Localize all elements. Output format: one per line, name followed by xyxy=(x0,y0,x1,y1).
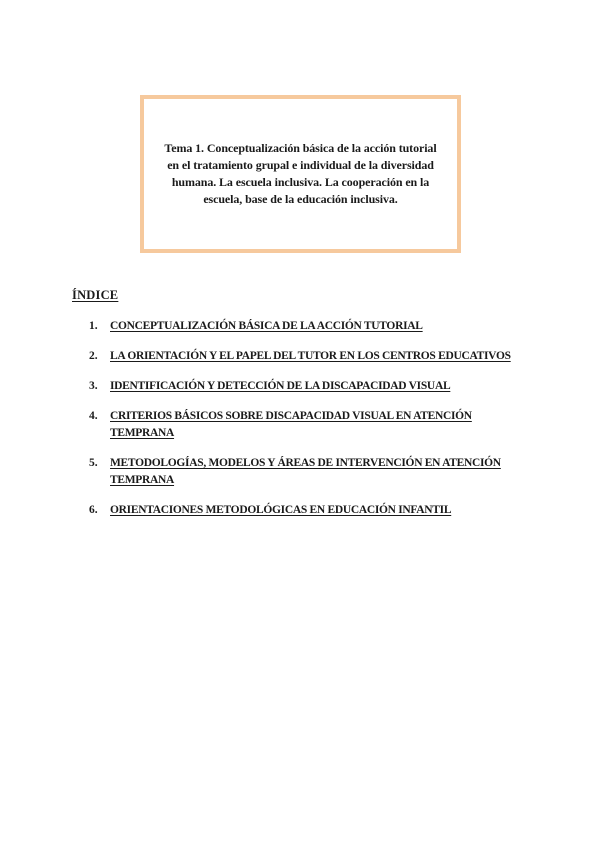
index-heading: ÍNDICE xyxy=(72,288,119,302)
index-item-label xyxy=(110,348,511,365)
index-item-number: 2. xyxy=(89,350,98,362)
index-item-label xyxy=(110,455,501,489)
index-item-line: ORIENTACIONES METODOLÓGICAS EN EDUCACIÓN INFANTIL xyxy=(110,504,452,516)
index-item xyxy=(89,408,542,442)
index-item-line: LA ORIENTACIÓN Y EL PAPEL DEL TUTOR EN LOS CENTROS EDUCATIVOS xyxy=(110,350,511,362)
index-item-line: IDENTIFICACIÓN Y DETECCIÓN DE LA DISCAPACIDAD VISUAL xyxy=(110,380,451,392)
index-item-line: METODOLOGÍAS, MODELOS Y ÁREAS DE INTERVENCIÓN EN ATENCIÓN xyxy=(110,457,501,469)
index-item-line: CONCEPTUALIZACIÓN BÁSICA DE LA ACCIÓN TUTORIAL xyxy=(110,320,423,332)
index-item-number: 4. xyxy=(89,410,98,422)
index-item-number: 6. xyxy=(89,504,98,516)
index-item-label xyxy=(110,502,451,519)
index-item-line: TEMPRANA xyxy=(110,427,175,439)
index-item-number: 5. xyxy=(89,457,98,469)
index-item-label xyxy=(110,408,472,442)
document-title: Tema 1. Conceptualización básica de la acción tutorial en el tratamiento grupal e individual de la diversidad humana. La escuela inclusiva. La cooperación en la escuela, base de la educación inclusiva. xyxy=(164,141,437,206)
index-item xyxy=(89,455,542,489)
index-item-line: CRITERIOS BÁSICOS SOBRE DISCAPACIDAD VISUAL EN ATENCIÓN xyxy=(110,410,472,422)
index-item-label xyxy=(110,378,450,395)
index-item xyxy=(89,378,542,395)
index-item-number: 1. xyxy=(89,320,98,332)
index-item xyxy=(89,318,542,335)
index-section xyxy=(72,288,542,532)
index-item xyxy=(89,348,542,365)
index-item-line: TEMPRANA xyxy=(110,474,175,486)
index-item xyxy=(89,502,542,519)
index-list xyxy=(72,318,542,519)
index-item-label xyxy=(110,318,423,335)
index-item-number: 3. xyxy=(89,380,98,392)
title-box xyxy=(140,95,461,253)
